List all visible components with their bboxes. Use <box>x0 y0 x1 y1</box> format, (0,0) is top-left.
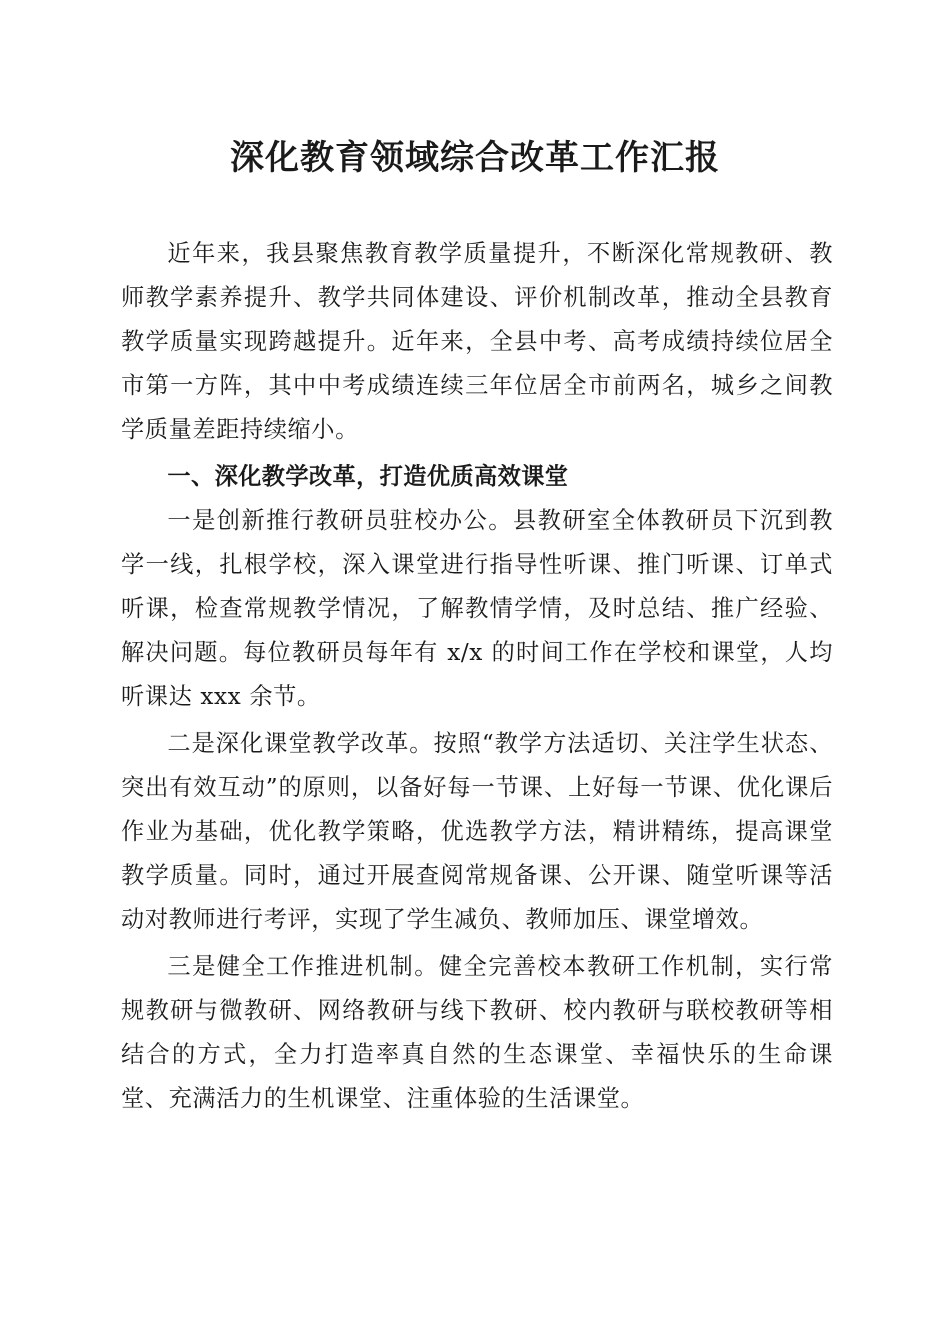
document-body <box>121 232 833 1121</box>
item-lead-2: 二是深化课堂教学改革。 <box>167 730 434 757</box>
item-lead-3: 三是健全工作推进机制。 <box>167 953 439 980</box>
item-paragraph-2 <box>121 722 833 942</box>
item-paragraph-3 <box>121 945 833 1121</box>
intro-paragraph: 近年来，我县聚焦教育教学质量提升，不断深化常规教研、教师教学素养提升、教学共同体建设、评价机制改革，推动全县教育教学质量实现跨越提升。近年来，全县中考、高考成绩持续位居全市第一方阵，其中中考成绩连续三年位居全市前两名，城乡之间教学质量差距持续缩小。 <box>121 240 833 443</box>
document-title: 深化教育领域综合改革工作汇报 <box>230 138 720 178</box>
item-text-2: 按照“教学方法适切、关注学生状态、突出有效互动”的原则，以备好每一节课、上好每一节课、优化课后作业为基础，优化教学策略，优选教学方法，精讲精练，提高课堂教学质量。同时，通过开展查阅常规备课、公开课、随堂听课等活动对教师进行考评，实现了学生减负、教师加压、课堂增效。 <box>121 730 833 933</box>
item-lead-1: 一是创新推行教研员驻校办公。 <box>167 507 513 534</box>
item-paragraph-1 <box>121 499 833 719</box>
section-heading-1: 一、深化教学改革，打造优质高效课堂 <box>167 463 569 490</box>
item-text-1: 县教研室全体教研员下沉到教学一线，扎根学校，深入课堂进行指导性听课、推门听课、订单式听课，检查常规教学情况，了解教情学情，及时总结、推广经验、解决问题。每位教研员每年有 x/x 的时间工作在学校和课堂，人均听课达 xxx 余节。 <box>121 507 833 710</box>
item-text-3: 健全完善校本教研工作机制，实行常规教研与微教研、网络教研与线下教研、校内教研与联校教研等相结合的方式，全力打造率真自然的生态课堂、幸福快乐的生命课堂、充满活力的生机课堂、注重体验的生活课堂。 <box>121 953 833 1112</box>
